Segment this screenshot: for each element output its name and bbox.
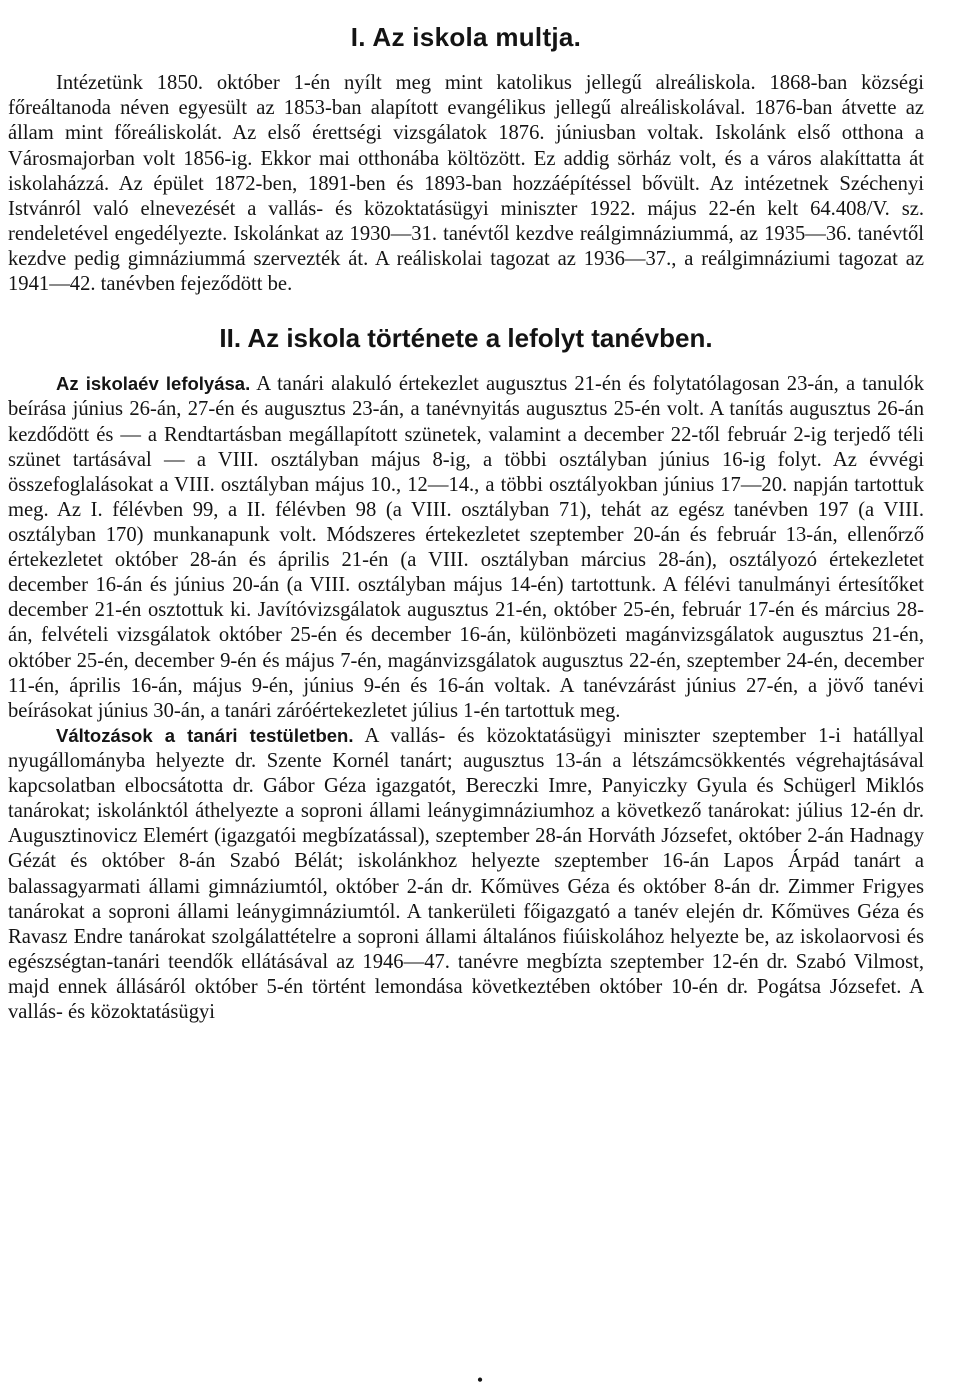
school-year-text: A tanári alakuló értekezlet augusztus 21-én és folytatólagosan 23-án, a tanulók beírása június 26-án, 27-én és augusztus 23-án, a tanévnyitás augusztus 25-én volt. A tanítás augusztus 26-án kezdődött és — a Rendtartásban megállapított szünetek, valamint a december 22-től február 2-ig terjedő téli szünet tartásával — a VIII. osztályban május 8-ig, a többi osztályban június 16-ig folyt. Az évvégi összefoglalásokat a VIII. osztályban május 10., 12—14., a többi osztályokban június 17—20. napján tartottuk meg. Az I. félévben 99, a II. félévben 98 (a VIII. osztályban 71), tehát az egész tanévben 197 (a VIII. osztályban 170) munkanapunk volt. Módszeres értekezletet szeptember 20-án és február 13-án, ellenőrző értekezletet október 28-án és április 21-én (a VIII. osztályban március 28-án), osztályozó értekezletet december 16-án és június 20-án (a VIII. osztályban május 14-én) tartottunk. A félévi tanulmányi értesítőket december 21-én osztottuk ki. Javítóvizsgálatok augusztus 21-én, október 25-én, február 17-én és március 28-án, felvételi vizsgálatok október 25-én és december 16-án, különbözeti magánvizsgálatok augusztus 21-én, október 25-én, december 9-én és május 7-én, magánvizsgálatok augusztus 22-én, szeptember 24-én, december 11-én, április 16-án, május 9-én, június 9-én és 16-án voltak. A tanévzárást június 27-én, a jövő tanévi beírásokat június 30-án, a tanári záróértekezletet július 1-én tartottuk meg. <box>8 373 924 722</box>
staff-changes-runin-heading: Változások a tanári testületben. <box>56 724 354 746</box>
page-footer-mark: • <box>476 1370 484 1390</box>
school-year-paragraph <box>8 372 924 724</box>
staff-changes-paragraph <box>8 724 924 1025</box>
document-page <box>8 22 924 1025</box>
section-2-title: II. Az iskola története a lefolyt tanévben. <box>219 323 713 354</box>
school-year-runin-heading: Az iskolaév lefolyása. <box>56 373 251 395</box>
section-1-paragraph: Intézetünk 1850. október 1-én nyílt meg mint katolikus jellegű alreáliskola. 1868-ban községi főreáltanoda néven egyesült az 1853-ban alapított evangélikus jellegű alreáliskolával. 1876-ban átvette az állam mint főreáliskolát. Az első érettségi vizsgálatok 1876. júniusban voltak. Iskolánk első otthona a Városmajorban volt 1856-ig. Ekkor mai otthonába költözött. Ez addig sörház volt, és a város alakíttatta át iskolaházzá. Az épület 1872-ben, 1891-ben és 1893-ban hozzáépítéssel bővült. Az intézetnek Széchenyi Istvánról való elnevezését a vallás- és közoktatásügyi miniszter 1922. május 22-én kelt 64.408/V. sz. rendeletével engedélyezte. Iskolánkat az 1930—31. tanévtől kezdve reálgimnáziummá, az 1935—36. tanévtől kezdve pedig gimnáziummá szervezték át. A reáliskolai tagozat az 1936—37., a reálgimnáziumi tagozat az 1941—42. tanévben fejeződött be. <box>8 72 924 296</box>
section-1-title: I. Az iskola multja. <box>350 22 582 52</box>
staff-changes-text: A vallás- és közoktatásügyi miniszter szeptember 1-i hatállyal nyugállományba helyezte dr. Szente Kornél tanárt; augusztus 13-án a létszámcsökkentés végrehajtásával kapcsolatban elbocsátotta dr. Gábor Géza igazgatót, Bereczki Imre, Panyiczky Gyula és Schügerl Miklós tanárokat; iskolánktól áthelyezte a soproni állami leánygimnáziumhoz a következő tanárokat: július 12-én dr. Augusztinovicz Elemért (igazgatói megbízatással), szeptember 28-án Horváth Józsefet, október 2-án Hadnagy Gézát és október 8-án Szabó Bélát; iskolánkhoz helyezte szeptember 16-án Lapos Árpád tanárt a balassagyarmati állami gimnáziumtól, október 2-án dr. Kőmüves Géza és október 8-án dr. Zimmer Frigyes tanárokat a soproni állami leánygimnáziumtól. A tankerületi főigazgató a tanév elején dr. Kőmüves Géza és Ravasz Endre tanárokat szolgálattételre a soproni állami általános fiúiskolához helyezte be, az iskolaorvosi és egészségtan-tanári teendők ellátásával az 1946—47. tanévre megbízta szeptember 12-én dr. Szabó Vilmost, majd ennek állásáról október 5-én történt lemondása következtében október 10-én dr. Pogátsa Józsefet. A vallás- és közoktatásügyi <box>8 724 924 1024</box>
